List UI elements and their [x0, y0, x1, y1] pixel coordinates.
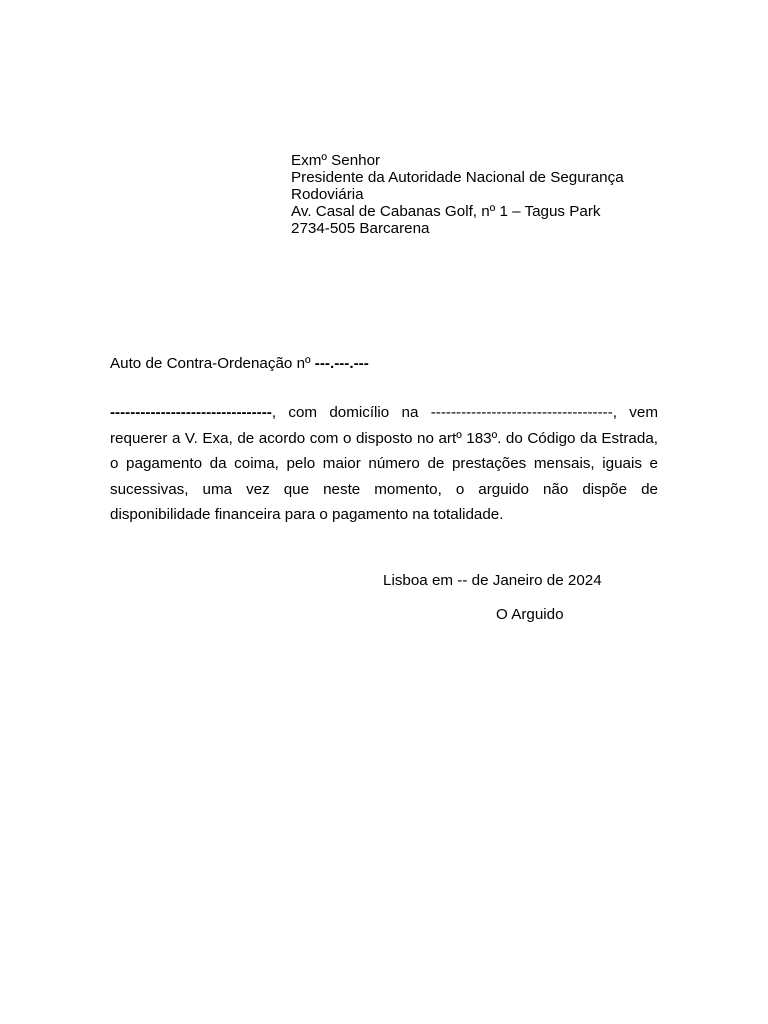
recipient-salutation: Exmº Senhor	[291, 152, 381, 169]
reference-number: ---.---.---	[314, 355, 369, 372]
date-line: Lisboa em -- de Janeiro de 2024	[383, 572, 602, 589]
infraction-reference	[110, 355, 369, 373]
recipient-title-line-1: Presidente da Autoridade Nacional de Segurança	[291, 169, 624, 186]
recipient-address-block	[291, 152, 671, 237]
recipient-title-line-2: Rodoviária	[291, 186, 364, 203]
recipient-street-address: Av. Casal de Cabanas Golf, nº 1 – Tagus Park	[291, 203, 601, 220]
paragraph-text-1: , com domicílio na	[271, 404, 431, 421]
address-placeholder: ------------------------------------	[430, 404, 613, 421]
name-placeholder: --------------------------------	[110, 404, 272, 421]
paragraph-text-2: , vem requerer a V. Exa, de acordo com o disposto no artº 183º. do Código da Estrada, o pagamento da coima, pelo maior número de prestações mensais, iguais e sucessivas, uma vez que neste momento, o arguido não dispõe de disponibilidade financeira para o pagamento na totalidade.	[110, 404, 658, 523]
recipient-postal-code: 2734-505 Barcarena	[291, 220, 430, 237]
reference-label: Auto de Contra-Ordenação nº	[110, 355, 315, 372]
signer-label: O Arguido	[496, 606, 564, 623]
request-paragraph	[110, 400, 658, 528]
